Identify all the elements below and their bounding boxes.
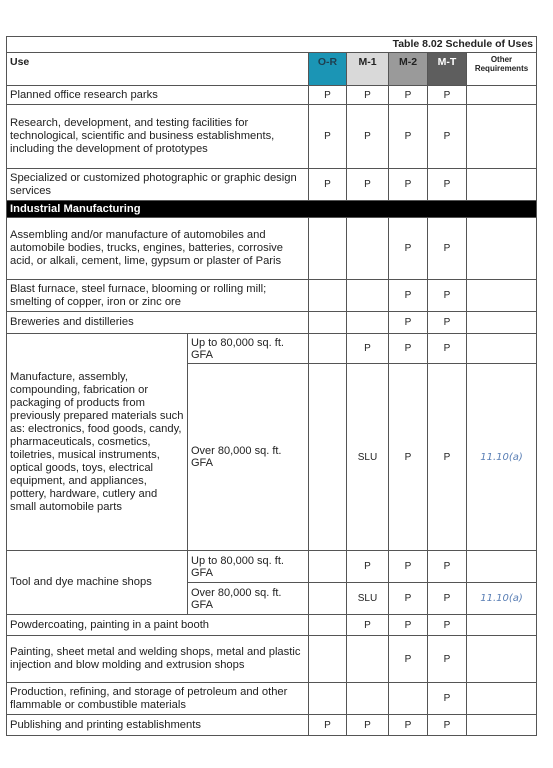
- mt-cell: P: [428, 218, 467, 280]
- or-cell: [309, 312, 347, 334]
- section-header-row: [7, 201, 537, 218]
- m1-cell: SLU: [347, 583, 389, 615]
- m2-cell: P: [389, 334, 428, 364]
- m1-cell: P: [347, 86, 389, 105]
- m1-column-header: M-1: [347, 53, 389, 86]
- or-cell: P: [309, 105, 347, 169]
- mt-cell: P: [428, 715, 467, 736]
- use-cell: Specialized or customized photographic or graphic design services: [7, 169, 309, 201]
- mt-cell: P: [428, 312, 467, 334]
- table-row: [7, 169, 537, 201]
- mt-cell: P: [428, 169, 467, 201]
- mt-cell: P: [428, 683, 467, 715]
- size-threshold-cell: Up to 80,000 sq. ft. GFA: [188, 334, 309, 364]
- table-title: Table 8.02 Schedule of Uses: [7, 37, 537, 53]
- schedule-of-uses-table: [6, 36, 537, 736]
- other-req-cell: [467, 715, 537, 736]
- table-row: [7, 105, 537, 169]
- use-cell: Powdercoating, painting in a paint booth: [7, 615, 309, 636]
- size-threshold-cell: Up to 80,000 sq. ft. GFA: [188, 551, 309, 583]
- use-cell: Planned office research parks: [7, 86, 309, 105]
- size-threshold-cell: Over 80,000 sq. ft. GFA: [188, 583, 309, 615]
- m2-column-header: M-2: [389, 53, 428, 86]
- other-req-link[interactable]: 11.10(a): [467, 583, 537, 615]
- mt-cell: P: [428, 364, 467, 551]
- m1-cell: P: [347, 615, 389, 636]
- other-req-cell: [467, 615, 537, 636]
- other-req-cell: [467, 280, 537, 312]
- other-req-cell: [467, 105, 537, 169]
- m1-cell: [347, 280, 389, 312]
- m2-cell: P: [389, 636, 428, 683]
- or-cell: [309, 334, 347, 364]
- m2-cell: P: [389, 583, 428, 615]
- or-column-header: O-R: [309, 53, 347, 86]
- m1-cell: [347, 683, 389, 715]
- use-cell: Assembling and/or manufacture of automobiles and automobile bodies, trucks, engines, batteries, corrosive acid, or alkali, cement, lime, gypsum or plaster of Paris: [7, 218, 309, 280]
- use-cell: Painting, sheet metal and welding shops, metal and plastic injection and blow molding and extrusion shops: [7, 636, 309, 683]
- header-row: [7, 53, 537, 86]
- mt-cell: P: [428, 105, 467, 169]
- or-cell: [309, 683, 347, 715]
- use-cell: Research, development, and testing facilities for technological, scientific and business establishments, including the development of prototypes: [7, 105, 309, 169]
- mt-cell: P: [428, 636, 467, 683]
- table-row: [7, 683, 537, 715]
- m1-cell: [347, 218, 389, 280]
- other-req-cell: [467, 312, 537, 334]
- or-cell: P: [309, 169, 347, 201]
- or-cell: [309, 615, 347, 636]
- table-row: [7, 86, 537, 105]
- or-cell: [309, 583, 347, 615]
- other-req-cell: [467, 334, 537, 364]
- m2-cell: [389, 683, 428, 715]
- table-row: [7, 551, 537, 583]
- other-req-cell: [467, 218, 537, 280]
- use-cell: Publishing and printing establishments: [7, 715, 309, 736]
- m1-cell: P: [347, 551, 389, 583]
- m1-cell: SLU: [347, 364, 389, 551]
- m2-cell: P: [389, 551, 428, 583]
- or-cell: P: [309, 715, 347, 736]
- mt-cell: P: [428, 86, 467, 105]
- mt-column-header: M-T: [428, 53, 467, 86]
- use-column-header: Use: [7, 53, 309, 86]
- table-row: [7, 218, 537, 280]
- other-req-cell: [467, 683, 537, 715]
- use-cell: Breweries and distilleries: [7, 312, 309, 334]
- or-cell: [309, 551, 347, 583]
- table-row: [7, 636, 537, 683]
- mt-cell: P: [428, 551, 467, 583]
- or-cell: P: [309, 86, 347, 105]
- or-cell: [309, 636, 347, 683]
- m2-cell: P: [389, 312, 428, 334]
- m1-cell: P: [347, 334, 389, 364]
- size-threshold-cell: Over 80,000 sq. ft. GFA: [188, 364, 309, 551]
- other-req-cell: [467, 636, 537, 683]
- use-cell: Blast furnace, steel furnace, blooming or rolling mill; smelting of copper, iron or zinc ore: [7, 280, 309, 312]
- table-row: [7, 334, 537, 364]
- table-row: [7, 715, 537, 736]
- m1-cell: P: [347, 105, 389, 169]
- m1-cell: P: [347, 715, 389, 736]
- use-cell: Tool and dye machine shops: [7, 551, 188, 615]
- m2-cell: P: [389, 218, 428, 280]
- section-header: Industrial Manufacturing: [7, 201, 537, 218]
- or-cell: [309, 280, 347, 312]
- other-req-cell: [467, 551, 537, 583]
- m2-cell: P: [389, 105, 428, 169]
- mt-cell: P: [428, 280, 467, 312]
- m2-cell: P: [389, 615, 428, 636]
- m2-cell: P: [389, 86, 428, 105]
- m2-cell: P: [389, 715, 428, 736]
- m1-cell: [347, 636, 389, 683]
- mt-cell: P: [428, 583, 467, 615]
- use-cell: Production, refining, and storage of petroleum and other flammable or combustible materials: [7, 683, 309, 715]
- table-row: [7, 615, 537, 636]
- or-cell: [309, 364, 347, 551]
- other-req-link[interactable]: 11.10(a): [467, 364, 537, 551]
- mt-cell: P: [428, 334, 467, 364]
- m2-cell: P: [389, 280, 428, 312]
- or-cell: [309, 218, 347, 280]
- use-cell: Manufacture, assembly, compounding, fabrication or packaging of products from previously prepared materials such as: electronics, food goods, candy, pharmaceuticals, cosmetics, toiletries, musical instruments, optical goods, toys, electrical equipment, and appliances, pottery, hardware, cutlery and small automobile parts: [7, 334, 188, 551]
- other-req-cell: [467, 86, 537, 105]
- table-row: [7, 312, 537, 334]
- other-req-cell: [467, 169, 537, 201]
- table-title-row: [7, 37, 537, 53]
- m1-cell: P: [347, 169, 389, 201]
- other-requirements-header: Other Requirements: [467, 53, 537, 86]
- table-row: [7, 280, 537, 312]
- m2-cell: P: [389, 364, 428, 551]
- m2-cell: P: [389, 169, 428, 201]
- m1-cell: [347, 312, 389, 334]
- mt-cell: P: [428, 615, 467, 636]
